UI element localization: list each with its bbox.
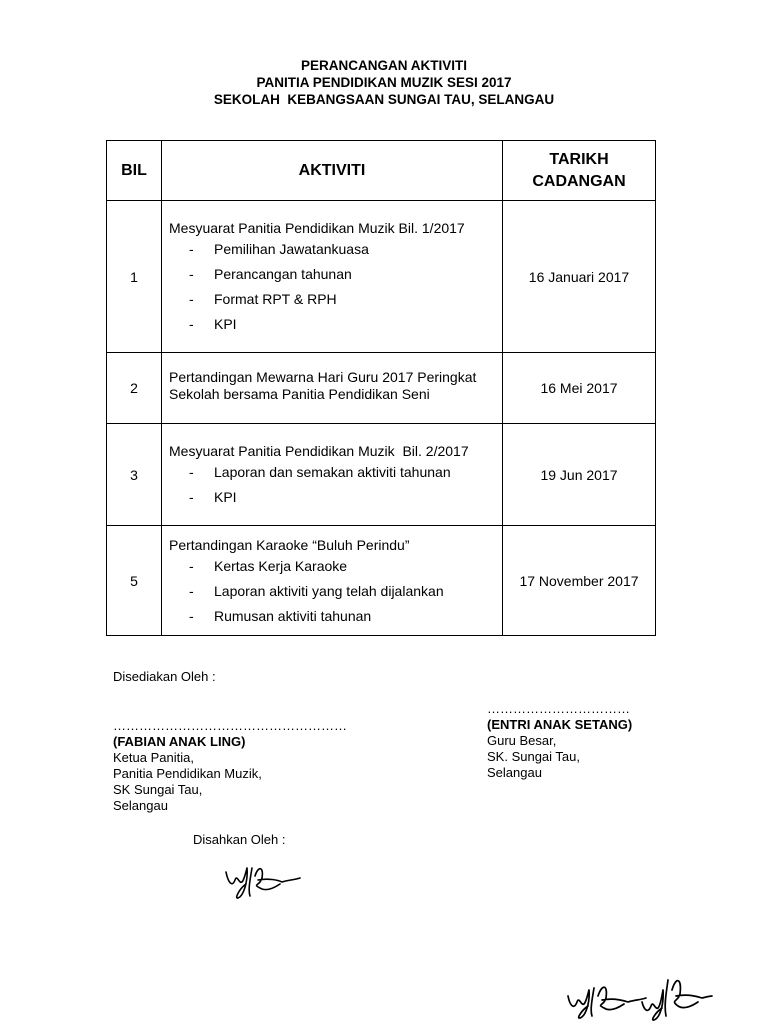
headmaster-line-1: Guru Besar, [487,733,557,748]
row-tarikh: 16 Januari 2017 [503,201,656,353]
bullet-dash: - [189,607,194,624]
row-bil: 5 [107,526,162,636]
bullet-dash: - [189,557,194,574]
row-bil: 1 [107,201,162,353]
preparer-line-1: Ketua Panitia, [113,750,194,765]
row-bil: 2 [107,353,162,424]
list-item [189,489,496,506]
activity-table [106,140,656,636]
preparer-line-2: Panitia Pendidikan Muzik, [113,766,262,781]
header-aktiviti: AKTIVITI [162,141,503,201]
aktiviti-sublist [169,241,496,333]
aktiviti-title: Pertandingan Karaoke “Buluh Perindu” [169,536,410,553]
list-item-text: Rumusan aktiviti tahunan [214,607,372,624]
table-row [107,201,656,353]
row-aktiviti [162,424,503,526]
list-item-text: Kertas Kerja Karaoke [214,557,348,574]
headmaster-name: (ENTRI ANAK SETANG) [487,717,633,732]
row-tarikh: 17 November 2017 [503,526,656,636]
headmaster-signature-block [487,701,632,781]
signature-line: …………………………… [487,701,630,716]
handwritten-signature [562,966,714,1024]
row-tarikh: 16 Mei 2017 [503,353,656,424]
prepared-by-label: Disediakan Oleh : [113,669,216,684]
list-item-text: Perancangan tahunan [214,266,352,282]
title-line-3: SEKOLAH KEBANGSAAN SUNGAI TAU, SELANGAU [213,92,555,107]
preparer-line-3: SK Sungai Tau, [113,782,203,797]
bullet-dash: - [189,316,194,332]
list-item [189,558,496,575]
bullet-dash: - [189,266,194,282]
list-item [189,291,496,308]
bullet-dash: - [189,241,194,257]
bullet-dash: - [189,464,194,480]
row-aktiviti [162,353,503,424]
document-title [0,57,768,108]
list-item-text: KPI [214,489,237,505]
row-tarikh: 19 Jun 2017 [503,424,656,526]
aktiviti-sublist [169,464,496,506]
headmaster-line-3: Selangau [487,765,542,780]
bullet-dash: - [189,582,194,599]
row-aktiviti [162,201,503,353]
list-item [189,266,496,283]
header-tarikh: TARIKH CADANGAN [503,141,656,201]
table-row [107,353,656,424]
table-row [107,526,656,636]
approved-by-label: Disahkan Oleh : [193,832,286,847]
list-item-text: KPI [214,316,237,332]
table-row [107,424,656,526]
bullet-dash: - [189,489,194,505]
list-item [189,464,496,481]
handwritten-signature [222,858,304,902]
list-item-text: Format RPT & RPH [214,291,337,307]
title-line-2: PANITIA PENDIDIKAN MUZIK SESI 2017 [256,75,512,90]
list-item-text: Laporan aktiviti yang telah dijalankan [214,582,444,599]
row-aktiviti [162,526,503,636]
title-line-1: PERANCANGAN AKTIVITI [300,58,467,73]
aktiviti-title: Mesyuarat Panitia Pendidikan Muzik Bil. 2/2017 [169,443,469,459]
list-item [189,608,496,625]
list-item-text: Pemilihan Jawatankuasa [214,241,369,257]
preparer-name: (FABIAN ANAK LING) [113,734,246,749]
list-item-text: Laporan dan semakan aktiviti tahunan [214,464,451,480]
aktiviti-sublist [169,558,496,625]
list-item [189,583,496,600]
bullet-dash: - [189,291,194,307]
row-bil: 3 [107,424,162,526]
table-header-row [107,141,656,201]
aktiviti-title: Mesyuarat Panitia Pendidikan Muzik Bil. 1/2017 [169,220,465,236]
aktiviti-title: Pertandingan Mewarna Hari Guru 2017 Peringkat Sekolah bersama Panitia Pendidikan Seni [169,369,481,402]
preparer-signature-block [113,718,347,814]
headmaster-line-2: SK. Sungai Tau, [487,749,580,764]
list-item [189,241,496,258]
signature-line: ……………………………………………… [113,718,347,733]
preparer-line-4: Selangau [113,798,168,813]
header-bil: BIL [107,141,162,201]
list-item [189,316,496,333]
